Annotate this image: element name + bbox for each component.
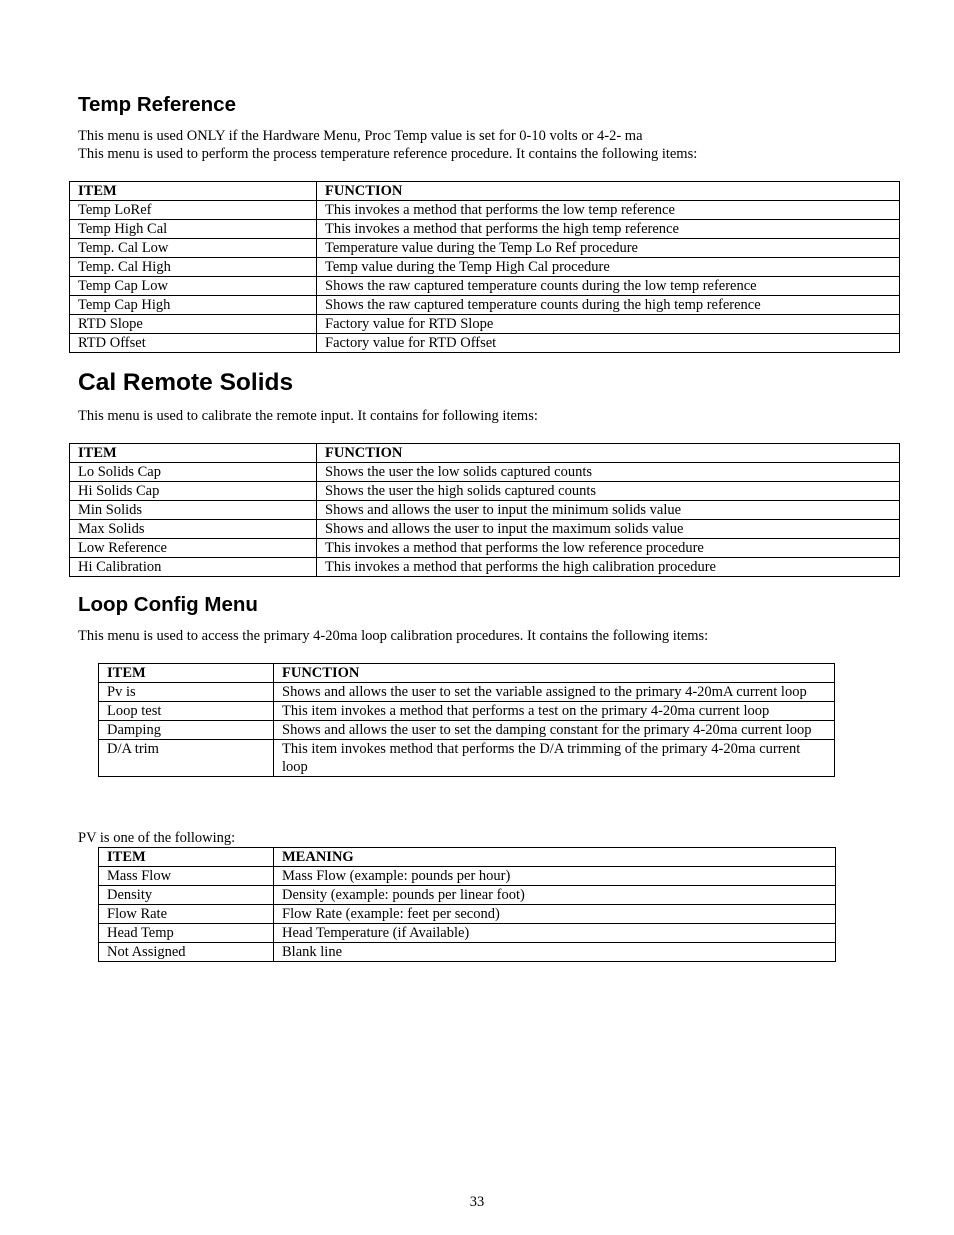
table-row (99, 886, 836, 905)
header-cell-item: ITEM (99, 848, 274, 867)
description-cell: Head Temperature (if Available) (274, 924, 836, 943)
table-row (70, 296, 900, 315)
description-cell: Flow Rate (example: feet per second) (274, 905, 836, 924)
item-cell: Temp Cap Low (70, 277, 317, 296)
item-cell: Min Solids (70, 501, 317, 520)
table-row (99, 943, 836, 962)
item-cell: Mass Flow (99, 867, 274, 886)
temp-reference-intro-line-1: This menu is used ONLY if the Hardware Menu, Proc Temp value is set for 0-10 volts or 4-2- ma (78, 128, 643, 144)
description-cell: Shows the raw captured temperature counts during the low temp reference (317, 277, 900, 296)
description-cell: This invokes a method that performs the low temp reference (317, 201, 900, 220)
page-number: 33 (469, 1194, 485, 1210)
table-row (70, 258, 900, 277)
table-header-row (99, 848, 836, 867)
loop-config-intro: This menu is used to access the primary 4-20ma loop calibration procedures. It contains the following items: (78, 628, 709, 644)
item-cell: Damping (99, 721, 274, 740)
item-cell: Temp Cap High (70, 296, 317, 315)
description-cell: Factory value for RTD Slope (317, 315, 900, 334)
item-cell: Hi Calibration (70, 558, 317, 577)
description-cell: Density (example: pounds per linear foot) (274, 886, 836, 905)
table-row (70, 239, 900, 258)
description-cell: Shows the raw captured temperature counts during the high temp reference (317, 296, 900, 315)
item-cell: Max Solids (70, 520, 317, 539)
description-cell: Shows the user the low solids captured counts (317, 463, 900, 482)
table-row (70, 315, 900, 334)
table-row (70, 201, 900, 220)
table-row (70, 501, 900, 520)
item-cell: D/A trim (99, 740, 274, 777)
table-row (99, 702, 835, 721)
description-cell: Shows and allows the user to input the maximum solids value (317, 520, 900, 539)
description-cell: Shows the user the high solids captured counts (317, 482, 900, 501)
section-heading-loop-config-menu: Loop Config Menu (78, 593, 258, 616)
item-cell: Flow Rate (99, 905, 274, 924)
item-cell: Density (99, 886, 274, 905)
table-row (70, 463, 900, 482)
description-cell: Blank line (274, 943, 836, 962)
item-cell: Loop test (99, 702, 274, 721)
table-row (70, 539, 900, 558)
header-cell-description: MEANING (274, 848, 836, 867)
table-header-row (70, 444, 900, 463)
description-cell: Shows and allows the user to set the variable assigned to the primary 4-20mA current loop (274, 683, 835, 702)
section-heading-temp-reference: Temp Reference (78, 93, 236, 116)
pv-note: PV is one of the following: (78, 830, 236, 846)
header-cell-description: FUNCTION (317, 444, 900, 463)
table-row (70, 220, 900, 239)
table-header-row (99, 664, 835, 683)
description-cell: Mass Flow (example: pounds per hour) (274, 867, 836, 886)
item-cell: RTD Offset (70, 334, 317, 353)
item-cell: Temp. Cal Low (70, 239, 317, 258)
item-cell: Not Assigned (99, 943, 274, 962)
header-cell-item: ITEM (70, 182, 317, 201)
description-cell: This invokes a method that performs the low reference procedure (317, 539, 900, 558)
description-cell: This item invokes a method that performs a test on the primary 4-20ma current loop (274, 702, 835, 721)
item-cell: Low Reference (70, 539, 317, 558)
cal-remote-solids-table (69, 443, 900, 577)
header-cell-description: FUNCTION (317, 182, 900, 201)
table-row (99, 905, 836, 924)
table-header-row (70, 182, 900, 201)
table-row (99, 721, 835, 740)
header-cell-item: ITEM (70, 444, 317, 463)
table-row (99, 924, 836, 943)
section-heading-cal-remote-solids: Cal Remote Solids (78, 369, 294, 396)
header-cell-description: FUNCTION (274, 664, 835, 683)
pv-meaning-table (98, 847, 836, 962)
description-cell: Temp value during the Temp High Cal procedure (317, 258, 900, 277)
item-cell: Lo Solids Cap (70, 463, 317, 482)
table-row (70, 520, 900, 539)
item-cell: Hi Solids Cap (70, 482, 317, 501)
header-cell-item: ITEM (99, 664, 274, 683)
description-cell: Shows and allows the user to input the minimum solids value (317, 501, 900, 520)
loop-config-table (98, 663, 835, 777)
item-cell: Temp. Cal High (70, 258, 317, 277)
item-cell: RTD Slope (70, 315, 317, 334)
temp-reference-intro-line-2: This menu is used to perform the process temperature reference procedure. It contains the following items: (78, 146, 698, 162)
description-cell: Factory value for RTD Offset (317, 334, 900, 353)
temp-reference-table (69, 181, 900, 353)
description-cell: Shows and allows the user to set the damping constant for the primary 4-20ma current loop (274, 721, 835, 740)
description-cell: This item invokes method that performs the D/A trimming of the primary 4-20ma current loop (274, 740, 835, 777)
table-row (99, 740, 835, 777)
table-row (70, 334, 900, 353)
table-row (70, 277, 900, 296)
table-row (70, 482, 900, 501)
item-cell: Pv is (99, 683, 274, 702)
table-row (99, 867, 836, 886)
cal-remote-solids-intro: This menu is used to calibrate the remote input. It contains for following items: (78, 408, 538, 424)
description-cell: This invokes a method that performs the high calibration procedure (317, 558, 900, 577)
table-row (70, 558, 900, 577)
item-cell: Temp High Cal (70, 220, 317, 239)
table-row (99, 683, 835, 702)
description-cell: This invokes a method that performs the high temp reference (317, 220, 900, 239)
item-cell: Head Temp (99, 924, 274, 943)
description-cell: Temperature value during the Temp Lo Ref procedure (317, 239, 900, 258)
item-cell: Temp LoRef (70, 201, 317, 220)
